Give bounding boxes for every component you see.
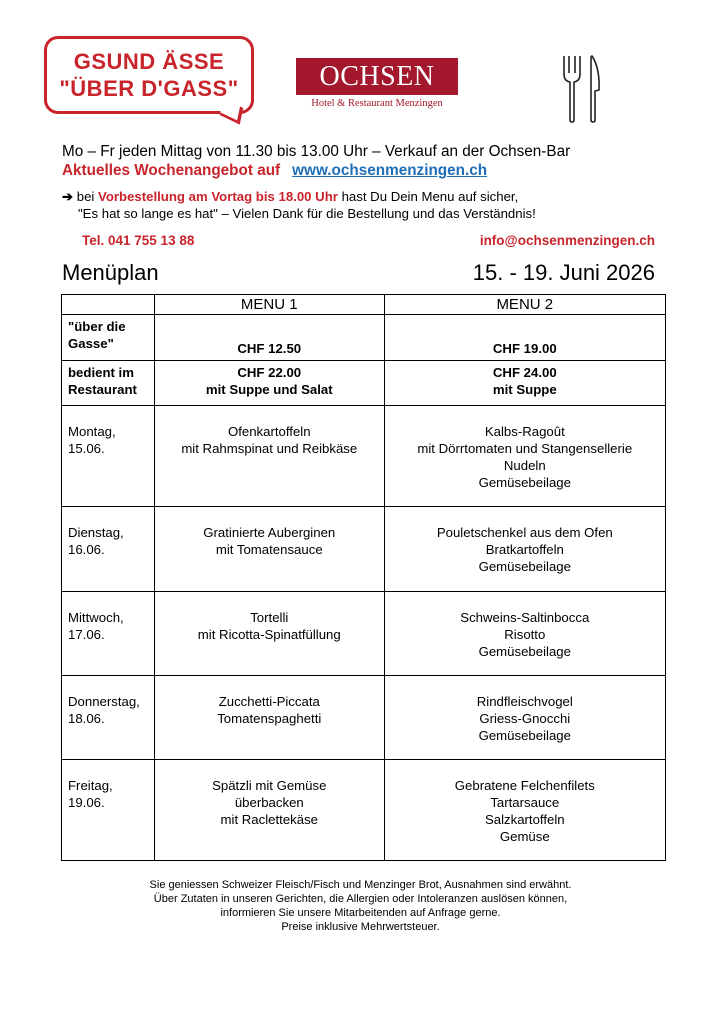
menu-2-dish: Pouletschenkel aus dem Ofen Bratkartoffeln Gemüsebeilage <box>384 507 665 592</box>
logo-wordmark: OCHSEN <box>296 58 458 95</box>
notes-line-2: "Es hat so lange es hat" – Vielen Dank für die Bestellung und das Verständnis! <box>78 206 536 221</box>
menu-1-dish: Ofenkartoffeln mit Rahmspinat und Reibkäse <box>154 406 384 507</box>
website-link[interactable]: www.ochsenmenzingen.ch <box>292 162 488 179</box>
menu-2-dish: Kalbs-Ragoût mit Dörrtomaten und Stangensellerie Nudeln Gemüsebeilage <box>384 406 665 507</box>
ochsen-logo <box>296 58 458 109</box>
table-row-friday <box>62 760 666 861</box>
logo-subtitle: Hotel & Restaurant Menzingen <box>311 98 443 109</box>
footer-line-1: Sie geniessen Schweizer Fleisch/Fisch und Menzinger Brot, Ausnahmen sind erwähnt. <box>149 879 572 891</box>
weekly-offer-label: Aktuelles Wochenangebot auf <box>62 162 281 179</box>
table-header-row <box>62 295 666 315</box>
date-range: 15. - 19. Juni 2026 <box>472 260 655 285</box>
title-row <box>62 260 655 286</box>
footer-line-4: Preise inklusive Mehrwertsteuer. <box>281 921 440 933</box>
notes-suffix: hast Du Dein Menu auf sicher, <box>341 189 519 204</box>
price-row-takeaway <box>62 315 666 361</box>
contact-row <box>82 233 655 248</box>
opening-hours: Mo – Fr jeden Mittag von 11.30 bis 13.00 Uhr – Verkauf an der Ochsen-Bar <box>62 143 571 160</box>
day-label: Mittwoch, 17.06. <box>62 592 155 676</box>
table-row-thursday <box>62 676 666 760</box>
footer-line-3: informieren Sie unsere Mitarbeitenden auf Anfrage gerne. <box>220 907 501 919</box>
info-block <box>62 142 662 180</box>
email-address[interactable]: info@ochsenmenzingen.ch <box>479 233 655 248</box>
table-row-wednesday <box>62 592 666 676</box>
menu-table <box>61 294 666 861</box>
table-row-tuesday <box>62 507 666 592</box>
footer-line-2: Über Zutaten in unseren Gerichten, die Allergien oder Intoleranzen auslösen können, <box>153 893 568 905</box>
menu-2-dish: Rindfleischvogel Griess-Gnocchi Gemüsebeilage <box>384 676 665 760</box>
badge-line-1: GSUND ÄSSE <box>73 49 225 74</box>
menu-1-dish: Zucchetti-Piccata Tomatenspaghetti <box>154 676 384 760</box>
notes-prefix: bei <box>76 189 95 204</box>
price-menu-1: CHF 22.00 mit Suppe und Salat <box>154 361 384 406</box>
price-menu-2: CHF 24.00 mit Suppe <box>384 361 665 406</box>
menu-2-dish: Gebratene Felchenfilets Tartarsauce Salzkartoffeln Gemüse <box>384 760 665 861</box>
menu-1-dish: Tortelli mit Ricotta-Spinatfüllung <box>154 592 384 676</box>
header-menu-2: MENU 2 <box>384 295 665 315</box>
page-title: Menüplan <box>62 260 159 285</box>
phone-number[interactable]: Tel. 041 755 13 88 <box>82 233 195 248</box>
day-label: Montag, 15.06. <box>62 406 155 507</box>
weekly-offer <box>62 161 662 180</box>
price-menu-1: CHF 12.50 <box>154 315 384 361</box>
gsund-aesse-badge <box>44 36 254 114</box>
header-empty <box>62 295 155 315</box>
fork-knife-icon <box>560 54 604 124</box>
price-row-restaurant <box>62 361 666 406</box>
badge-line-2: "ÜBER D'GASS" <box>59 76 239 101</box>
arrow-right-icon: ➔ <box>62 189 74 204</box>
price-label: bedient im Restaurant <box>62 361 155 406</box>
day-label: Freitag, 19.06. <box>62 760 155 861</box>
menu-1-dish: Spätzli mit Gemüse überbacken mit Raclettekäse <box>154 760 384 861</box>
notes-highlight: Vorbestellung am Vortag bis 18.00 Uhr <box>98 189 338 204</box>
preorder-notes <box>62 188 536 222</box>
menu-1-dish: Gratinierte Auberginen mit Tomatensauce <box>154 507 384 592</box>
header-menu-1: MENU 1 <box>154 295 384 315</box>
table-row-monday <box>62 406 666 507</box>
day-label: Dienstag, 16.06. <box>62 507 155 592</box>
menu-2-dish: Schweins-Saltinbocca Risotto Gemüsebeilage <box>384 592 665 676</box>
price-label: "über die Gasse" <box>62 315 155 361</box>
footer-notes <box>0 878 721 934</box>
day-label: Donnerstag, 18.06. <box>62 676 155 760</box>
price-menu-2: CHF 19.00 <box>384 315 665 361</box>
